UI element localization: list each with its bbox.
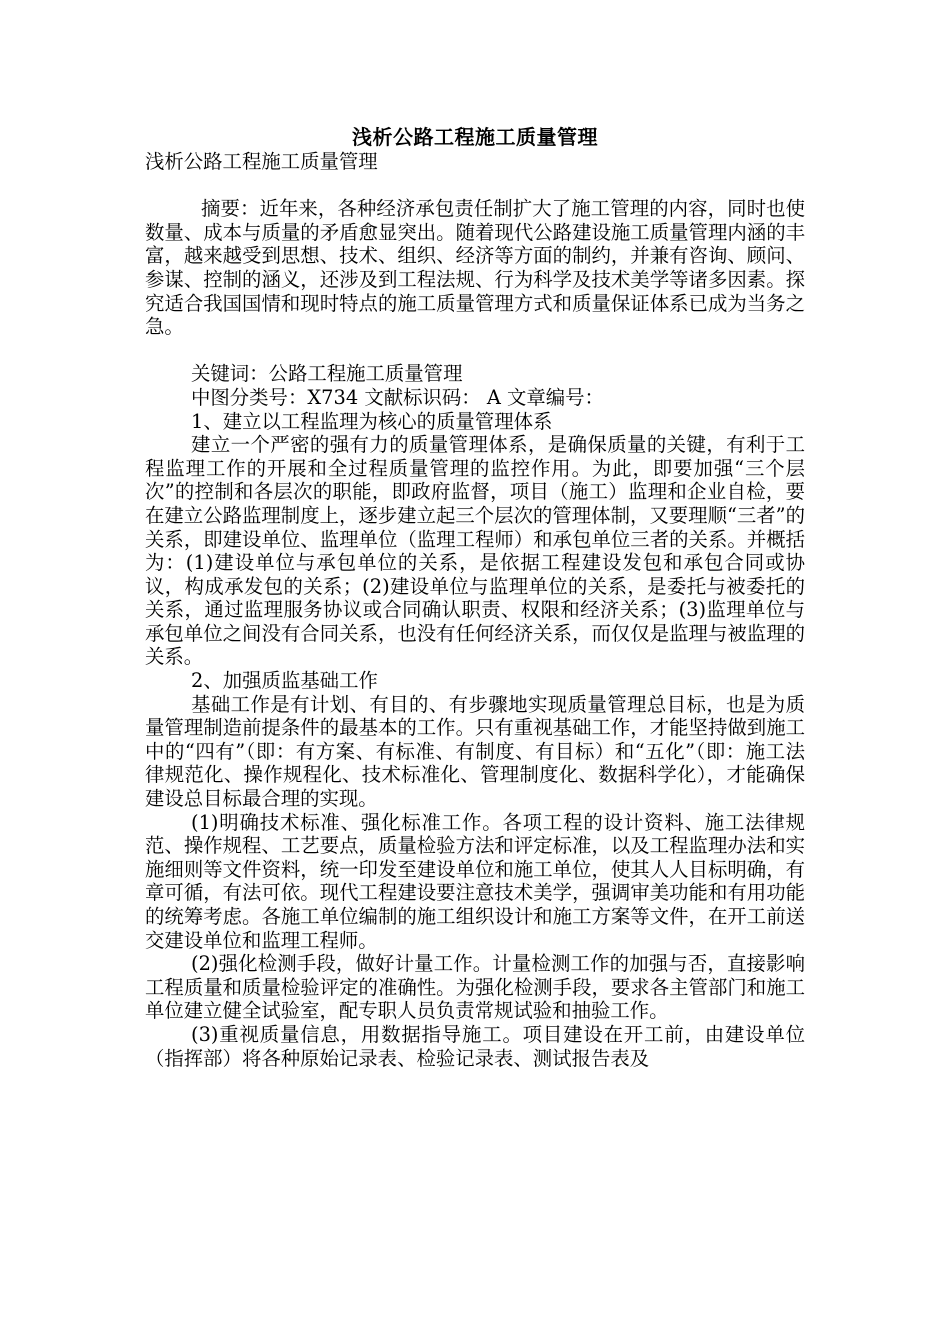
classification-line: 中图分类号：X734 文献标识码： A 文章编号： [191,385,604,409]
section-1-paragraph: 建立一个严密的强有力的质量管理体系，是确保质量的关键，有利于工程监理工作的开展和全过程质量管理的监控作用。为此，即要加强“三个层次”的控制和各层次的职能，即政府监督，项目（施工）监理和企业自检，要在建立公路监理制度上，逐步建立起三个层次的管理体制，又要理顺“三者”的关系，即建设单位、监理单位（监理工程师）和承包单位三者的关系。并概括为：(1)建设单位与承包单位的关系，是依据工程建设发包和承包合同或协议，构成承发包的关系；(2)建设单位与监理单位的关系，是委托与被委托的关系，通过监理服务协议或合同确认职责、权限和经济关系；(3)监理单位与承包单位之间没有合同关系，也没有任何经济关系，而仅仅是监理与被监理的关系。 [145,433,805,669]
document-subtitle: 浅析公路工程施工质量管理 [145,150,378,173]
abstract-paragraph: 摘要：近年来，各种经济承包责任制扩大了施工管理的内容，同时也使数量、成本与质量的矛盾愈显突出。随着现代公路建设施工质量管理内涵的丰富，越来越受到思想、技术、组织、经济等方面的制约，并兼有咨询、顾问、参谋、控制的涵义，还涉及到工程法规、行为科学及技术美学等诸多因素。探究适合我国国情和现时特点的施工质量管理方式和质量保证体系已成为当务之急。 [145,197,805,339]
item-3-paragraph: (3)重视质量信息，用数据指导施工。项目建设在开工前，由建设单位（指挥部）将各种原始记录表、检验记录表、测试报告表及 [145,1022,805,1070]
document-body [145,150,805,1070]
blank-line [145,174,805,198]
document-title: 浅析公路工程施工质量管理 [352,125,598,149]
keywords-line: 关键词：公路工程施工质量管理 [191,362,463,386]
section-2-heading: 2、加强质监基础工作 [191,669,378,693]
item-2-paragraph: (2)强化检测手段，做好计量工作。计量检测工作的加强与否，直接影响工程质量和质量检验评定的准确性。为强化检测手段，要求各主管部门和施工单位建立健全试验室，配专职人员负责常规试验和抽验工作。 [145,952,805,1023]
section-2-paragraph: 基础工作是有计划、有目的、有步骤地实现质量管理总目标，也是为质量管理制造前提条件的最基本的工作。只有重视基础工作，才能坚持做到施工中的“四有”（即：有方案、有标准、有制度、有目标）和“五化”（即：施工法律规范化、操作规程化、技术标准化、管理制度化、数据科学化），才能确保建设总目标最合理的实现。 [145,692,805,811]
section-1-heading: 1、建立以工程监理为核心的质量管理体系 [191,409,553,433]
item-1-paragraph: (1)明确技术标准、强化标准工作。各项工程的设计资料、施工法律规范、操作规程、工艺要点，质量检验方法和评定标准，以及工程监理办法和实施细则等文件资料，统一印发至建设单位和施工单位，使其人人目标明确，有章可循，有法可依。现代工程建设要注意技术美学，强调审美功能和有用功能的统筹考虑。各施工单位编制的施工组织设计和施工方案等文件，在开工前送交建设单位和监理工程师。 [145,810,805,952]
blank-line [145,339,805,363]
